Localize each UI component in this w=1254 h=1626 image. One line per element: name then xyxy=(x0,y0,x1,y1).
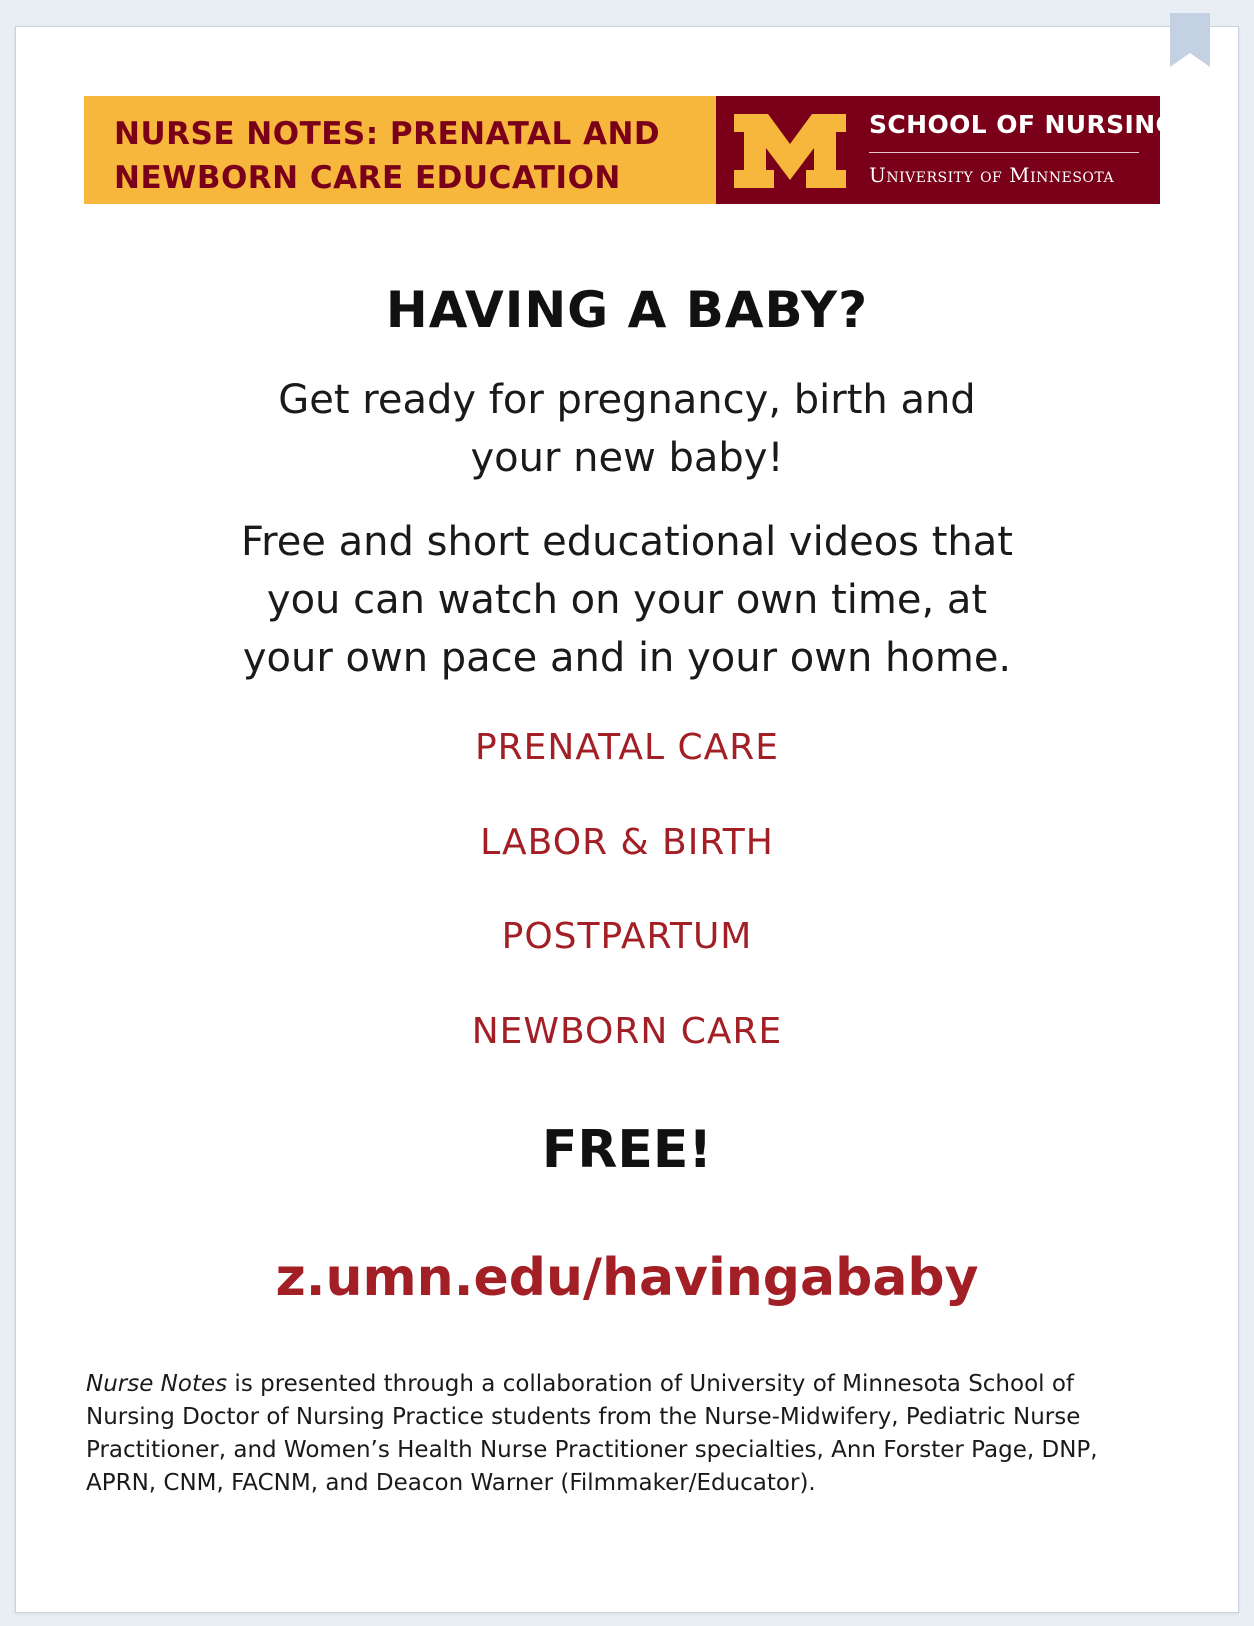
umn-block-m-logo xyxy=(734,114,846,188)
topic-newborn-care: NEWBORN CARE xyxy=(471,1011,783,1052)
footnote-line: Practitioner, and Women’s Health Nurse Practitioner specialties, Ann Forster Page, DNP, xyxy=(86,1437,1098,1463)
description-line: Free and short educational videos that xyxy=(241,519,1013,565)
university-name: University of Minnesota xyxy=(869,163,1115,187)
credits-footnote xyxy=(86,1368,1186,1500)
bookmark-icon[interactable] xyxy=(1168,13,1212,69)
footnote-text: is presented through a collaboration of University of Minnesota School of xyxy=(227,1371,1075,1397)
description-text xyxy=(0,513,1254,687)
footnote-italic-title: Nurse Notes xyxy=(86,1371,228,1397)
header-banner xyxy=(84,96,1177,204)
banner-title-line1: NURSE NOTES: PRENATAL AND xyxy=(114,116,661,152)
intro-line: your new baby! xyxy=(470,435,784,481)
headline: HAVING A BABY? xyxy=(385,281,869,339)
website-link[interactable]: z.umn.edu/havingababy xyxy=(275,1248,979,1308)
topic-prenatal-care: PRENATAL CARE xyxy=(474,727,780,768)
description-line: you can watch on your own time, at xyxy=(266,577,988,623)
description-line: your own pace and in your own home. xyxy=(242,635,1012,681)
topic-labor-birth: LABOR & BIRTH xyxy=(480,822,774,863)
topic-postpartum: POSTPARTUM xyxy=(501,916,753,957)
banner-title-line2: NEWBORN CARE EDUCATION xyxy=(114,160,621,196)
intro-line: Get ready for pregnancy, birth and xyxy=(278,377,976,423)
school-name: SCHOOL OF NURSING xyxy=(869,110,1177,139)
free-label: FREE! xyxy=(541,1120,713,1180)
footnote-line xyxy=(86,1368,1186,1401)
logo-divider xyxy=(869,152,1139,153)
footnote-line: Nursing Doctor of Nursing Practice students from the Nurse-Midwifery, Pediatric Nurse xyxy=(86,1404,1081,1430)
footnote-line: APRN, CNM, FACNM, and Deacon Warner (Filmmaker/Educator). xyxy=(86,1470,816,1496)
intro-text xyxy=(0,371,1254,487)
school-logo-block xyxy=(716,96,1177,204)
banner-title-block xyxy=(84,96,716,204)
